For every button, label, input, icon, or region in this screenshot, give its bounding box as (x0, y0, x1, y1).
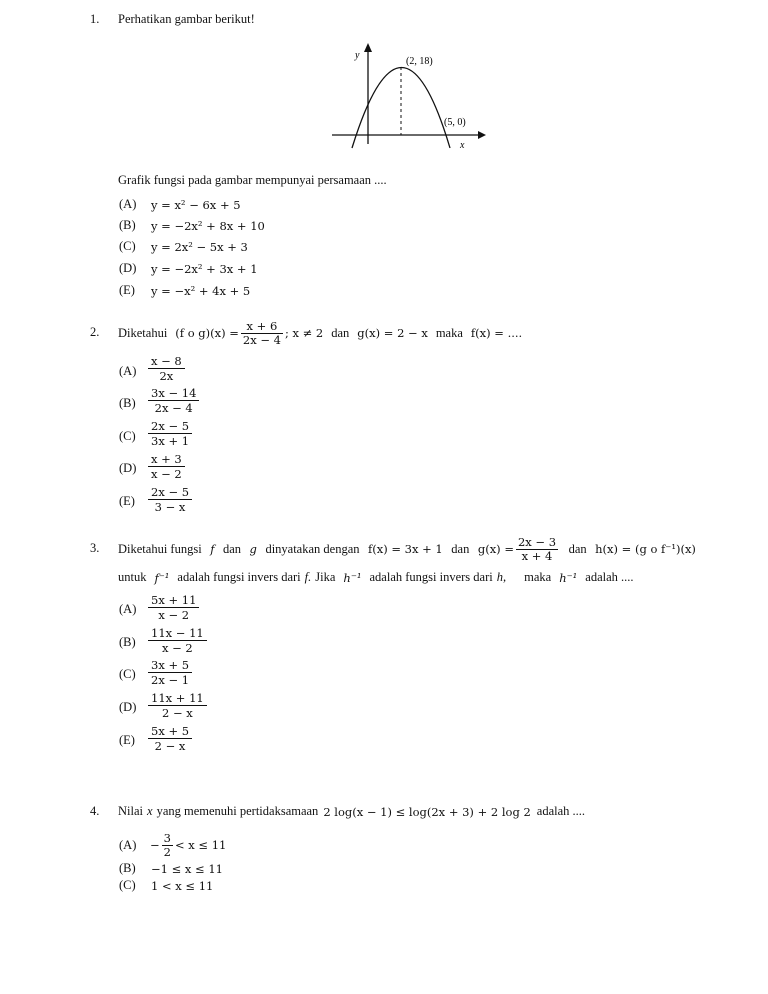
q4-expression: 2 log(x − 1) ≤ log(2x + 3) + 2 log 2 (323, 804, 531, 819)
option-label[interactable]: (C) (119, 878, 136, 892)
q3-dan3: dan (568, 541, 587, 556)
option-denominator: 2 − x (148, 738, 192, 753)
option-label[interactable]: (D) (119, 461, 137, 475)
option-label[interactable]: (A) (119, 197, 137, 211)
vertex-label: (2, 18) (406, 56, 433, 67)
option-denominator: 3 − x (148, 499, 192, 514)
option-text: y = x² − 6x + 5 (151, 198, 241, 212)
q4-text-a: Nilai (118, 804, 143, 818)
q2-dan: dan (331, 325, 350, 340)
q3-line2-h: h, (496, 570, 507, 584)
q3-line1-b: dinyatakan dengan (265, 541, 360, 556)
q2-fraction-numerator: x + 6 (246, 318, 278, 333)
option-numerator: 5x + 11 (151, 593, 197, 607)
q3-line1-a: Diketahui fungsi (118, 541, 202, 556)
option-numerator: 3 (163, 830, 171, 845)
q2-fraction (241, 320, 283, 347)
y-axis-label: y (355, 50, 360, 61)
option-numerator: 2x − 5 (151, 419, 190, 433)
question-3-line-2 (118, 570, 634, 585)
question-3-number: 3. (90, 541, 100, 555)
q3-fx: f(x) = 3x + 1 (368, 542, 443, 556)
option-text: y = −x² + 4x + 5 (151, 284, 251, 298)
option-fraction (148, 419, 192, 448)
option-label[interactable]: (B) (119, 218, 136, 232)
option-numerator: 2x − 5 (151, 485, 190, 499)
q2-gx: g(x) = 2 − x (357, 326, 428, 340)
option-label[interactable]: (C) (119, 429, 136, 443)
option-label[interactable]: (D) (119, 700, 137, 714)
option-label[interactable]: (E) (119, 283, 135, 297)
option-denominator: 2 (163, 844, 171, 859)
option-denominator: x − 2 (148, 607, 199, 622)
option-text: 1 < x ≤ 11 (151, 879, 214, 893)
q4-text-c: adalah .... (536, 804, 586, 818)
option-label[interactable]: (A) (119, 602, 137, 616)
x-axis-label: x (460, 140, 465, 151)
q4-x: x (147, 804, 153, 818)
option-label[interactable]: (C) (119, 667, 136, 681)
option-fraction (148, 626, 207, 655)
option-label[interactable]: (B) (119, 635, 136, 649)
q2-lead: Diketahui (118, 325, 168, 340)
q3-hx: h(x) = (g o f⁻¹)(x) (595, 542, 696, 556)
question-1-intro: Perhatikan gambar berikut! (118, 12, 255, 26)
q3-line2-c: Jika (315, 570, 336, 584)
q3-line2-end: adalah .... (585, 570, 634, 584)
option-label[interactable]: (E) (119, 494, 135, 508)
option-text (150, 828, 226, 862)
option-text: y = −2x² + 8x + 10 (151, 219, 265, 233)
question-2-stem (118, 314, 522, 352)
q2-fx: f(x) = .... (470, 326, 523, 340)
q3-gx-numerator: 2x − 3 (517, 534, 557, 549)
option-tail: < x ≤ 11 (174, 838, 227, 852)
option-denominator: 3x + 1 (148, 433, 192, 448)
option-text: y = −2x² + 3x + 1 (151, 262, 258, 276)
question-3-line-1 (118, 530, 696, 568)
q3-gx-denominator: x + 4 (516, 549, 558, 563)
q2-maka: maka (435, 325, 463, 340)
q3-line2-f: f. (304, 570, 312, 584)
q3-line2-b: adalah fungsi invers dari (177, 570, 301, 584)
option-fraction (148, 593, 199, 622)
option-numerator: 3x + 5 (151, 658, 190, 672)
q3-hinv: h⁻¹ (343, 570, 362, 585)
q3-line2-d: adalah fungsi invers dari (369, 570, 493, 584)
option-denominator: x − 2 (148, 466, 185, 481)
option-fraction (148, 354, 185, 383)
option-label[interactable]: (B) (119, 396, 136, 410)
q3-dan2: dan (451, 541, 470, 556)
parabola-graph (320, 40, 500, 155)
q3-dan1: dan (222, 541, 242, 556)
q2-fraction-denominator: 2x − 4 (242, 332, 281, 347)
option-numerator: 11x + 11 (151, 691, 204, 705)
option-minus: − (150, 838, 160, 852)
q2-condition: ; x ≠ 2 (284, 326, 324, 340)
option-text: −1 ≤ x ≤ 11 (151, 862, 223, 876)
q4-text-b: yang memenuhi pertidaksamaan (156, 804, 319, 818)
option-denominator: 2x (148, 368, 185, 383)
option-denominator: 2 − x (148, 705, 207, 720)
x-axis-arrow (478, 131, 486, 139)
option-label[interactable]: (D) (119, 261, 137, 275)
option-label[interactable]: (E) (119, 733, 135, 747)
q3-hinv2: h⁻¹ (559, 570, 578, 585)
question-2-number: 2. (90, 325, 100, 339)
option-fraction (148, 485, 192, 514)
q3-gx-fraction (516, 536, 558, 563)
option-numerator: 3x − 14 (151, 386, 197, 400)
y-axis-arrow (364, 43, 372, 52)
q3-line2-e: maka (524, 570, 552, 584)
q2-composition: (f o g)(x) = (175, 326, 239, 340)
option-numerator: 11x − 11 (151, 626, 204, 640)
option-fraction (148, 386, 199, 415)
option-numerator: 5x + 5 (151, 724, 190, 738)
question-4-number: 4. (90, 804, 100, 818)
question-1-number: 1. (90, 12, 100, 26)
q3-finv: f⁻¹ (154, 570, 170, 585)
q3-f: f (210, 542, 215, 556)
question-4-stem (118, 804, 585, 819)
option-denominator: 2x − 4 (148, 400, 199, 415)
option-fraction (148, 658, 192, 687)
question-1-text: Grafik fungsi pada gambar mempunyai persamaan .... (118, 173, 387, 187)
option-numerator: x + 3 (151, 452, 182, 466)
option-label[interactable]: (C) (119, 239, 136, 253)
option-label[interactable]: (B) (119, 861, 136, 875)
q3-gx (478, 536, 560, 563)
q3-line2-a: untuk (118, 570, 147, 584)
option-fraction (148, 691, 207, 720)
q3-gx-lhs: g(x) = (477, 542, 514, 556)
option-fraction (148, 724, 192, 753)
option-label[interactable]: (A) (119, 838, 137, 852)
option-denominator: 2x − 1 (148, 672, 192, 687)
option-numerator: x − 8 (151, 354, 182, 368)
option-denominator: x − 2 (148, 640, 207, 655)
root-label: (5, 0) (444, 117, 466, 128)
option-text: y = 2x² − 5x + 3 (151, 240, 248, 254)
q3-g: g (249, 542, 257, 556)
option-fraction (148, 452, 185, 481)
option-label[interactable]: (A) (119, 364, 137, 378)
option-fraction (162, 832, 173, 859)
